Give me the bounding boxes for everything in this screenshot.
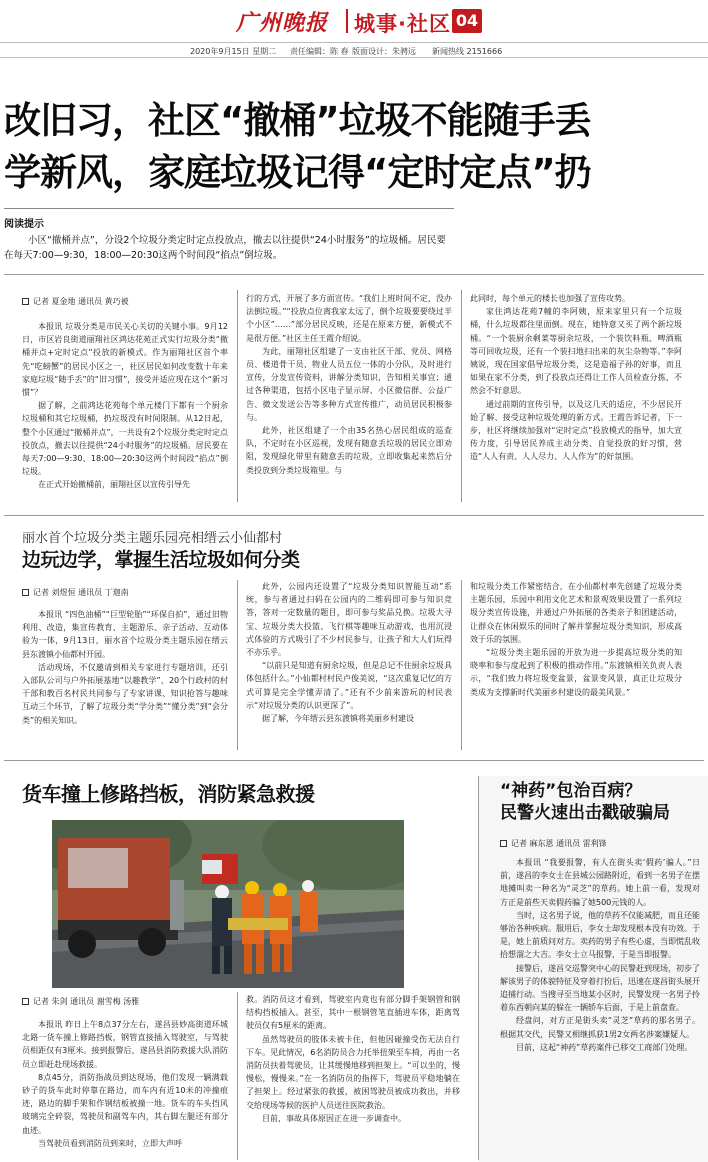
accident-rescue-photo (52, 820, 404, 988)
column-rule (237, 992, 238, 1160)
paragraph: 目前，这起“神药”草药案件已移交工商部门处理。 (516, 1042, 693, 1052)
paragraph: 本报讯 昨日上午8点37分左右，遂昌县妙高街道环城北路一货车撞上修路挡板，钢管直接插入驾驶室，与驾驶员相距仅有3厘米。接到报警后，遂昌县消防救援大队消防员立即赶赴现场救援。 (22, 1020, 228, 1069)
issue-date: 2020年9月15日 星期二 (190, 47, 277, 56)
paragraph: 活动现场，不仅邀请到相关专家进行专题培训，还引入部队公司与户外拓展基地“以趣教学”，20个行政村的村干部和教百名村民共同参与了专家讲课、知识抢答与趣味互动三个环节，了解了垃圾分类“学分类”“懂分类”到“会分类”的相关知识。 (22, 662, 228, 725)
sidebar-rule (478, 776, 479, 1160)
paragraph: 通过前期的宣传引导，以及这几天的适应，不少居民开始了解、接受这种垃圾处理的新方式。王霞告诉记者，下一步，社区将继续加强对“定时定点”投放模式的指导，加大宣传力度，引导居民养成主动分类、自觉投放的好习惯，营造“人人有责、人人尽力、人人作为”的好氛围。 (470, 399, 682, 462)
paragraph: 当时，这名男子说，他的草药不仅能减肥，而且还能够治各种疾病。服用后，李女士却发现根本没有功效。于是，她上前质问对方。卖药的男子有些心虚，当即慌乱收拾想溜之大吉。李女士立马报警，于是当即报警。 (500, 910, 700, 960)
paragraph: 据了解，今年缙云县东渡镇将美丽乡村建设 (262, 714, 414, 724)
column-rule (461, 580, 462, 750)
paragraph: 当驾驶员看到消防员到来时，立即大声呼 (38, 1138, 182, 1148)
paragraph: 目前，事故具体原因正在进一步调查中。 (262, 1113, 406, 1123)
sidebar-title-2: 民警火速出击戳破骗局 (500, 803, 670, 823)
story2-top-rule (4, 515, 704, 516)
paragraph: 本报讯 “我要报警，有人在街头卖‘假药’骗人。”日前，遂昌的李女士在县城公园路附近，看到一名男子在摆地摊叫卖一种名为“灵芝”的草药。她上前一看，发现对方正是前些天卖假药骗了她500元钱的人。 (500, 858, 700, 907)
byline-box-icon (22, 589, 29, 596)
paragraph: 本报讯 垃圾分类是市民关心关切的关键小事。9月12日，市区岩良街道丽翔社区鸿达花苑正式实行垃圾分类“撤桶并点+定时定点”投放的新模式。作为丽翔社区首个率先“吃螃蟹”的居民小区之一，社区居民如何改变数十年来家庭垃圾“随手丢”的“旧习惯”，接受并适应现在这个“新习惯”？ (22, 322, 228, 398)
news-hotline: 新闻热线 2151666 (432, 47, 503, 56)
sidebar-byline-text: 记者 麻东恩 通讯员 雷利锋 (511, 839, 607, 848)
sidebar-body (500, 856, 700, 1160)
paragraph: 行的方式，开展了多方面宣传。“我们上班时间不定，没办法倒垃圾。”“投放点位离我家太远了，倒个垃圾要要绕过半个小区”……”部分居民反映，还是在原来方便，新模式不是很方便。”社区主任王霞介绍说。 (246, 294, 452, 343)
paragraph: 据了解，之前鸿达花苑每个单元楼门下都有一个厨余垃圾桶和其它垃圾桶，扔垃圾没有时间限制。从12日起，整个小区通过“撤桶并点”，一共设有2个垃圾分类定时定点投放点，撤去以往提供“24小时服务”的垃圾桶。居民要在每天7:00—9:30、18:00—20:30这两个时间段“掐点”倒垃圾。 (22, 401, 228, 477)
editor-credit: 责任编辑：陈 春 (290, 47, 349, 56)
guide-rule (4, 208, 454, 209)
byline-box-icon (22, 998, 29, 1005)
story3-column-1 (22, 1018, 228, 1160)
sidebar-byline (500, 838, 607, 849)
paragraph: 和垃圾分类工作紧密结合，在小仙都村率先创建了垃圾分类主题乐园，乐园中利用文化艺术和景观效果设置了一系列垃圾分类宣传设施，并通过户外拓展的各类亲子和团建活动，让群众在休闲娱乐的同时了解并掌握垃圾分类知识，形成高效于乐的氛围。 (470, 582, 682, 644)
dateline (0, 42, 708, 58)
layout-credit: 版面设计：朱骋远 (352, 47, 416, 56)
paragraph: 本报讯 “四色油桶”“巨型轮胎”“环保自拍”，通过旧物利用、改造，集宣传教育、主题游乐、亲子活动、互动体验为一体，9月13日，丽水首个垃圾分类主题乐园在缙云县东渡镇小仙都村开园。 (22, 610, 228, 659)
accident-rescue-image (52, 820, 404, 988)
story3-headline: 货车撞上修路挡板，消防紧急救援 (22, 782, 315, 806)
sidebar-title-1: “神药”包治百病？ (500, 781, 642, 801)
story2-column-3 (470, 580, 682, 750)
byline-box-icon (500, 840, 507, 847)
story3-top-rule (4, 760, 704, 761)
story3-column-2 (246, 993, 460, 1160)
lead-byline (22, 296, 129, 307)
paragraph: “以前只是知道有厨余垃圾，但是总记不住厨余垃圾具体包括什么。”小仙都村村民卢俊美说，“这次重复记忆的方式可算是完全学懂弄清了。”还有不少前来游玩的村民表示“对垃圾分类的认识更深了”。 (246, 661, 452, 710)
column-rule (237, 290, 238, 502)
paragraph: 此外，公园内还设置了“垃圾分类知识智能互动”系统，参与者通过扫码在公园内的二维码即可参与知识竞答，答对一定数量的题目，即可参与奖品兑换。垃圾大寻宝、垃圾分类大投篮、飞行棋等趣味互动游戏，也用沉浸式体验的方式吸引了不少村民参与，让孩子和大人们玩得不亦乐乎。 (246, 582, 452, 658)
section-name: 城事·社区 (354, 12, 451, 36)
paragraph: 经盘问，对方正是街头卖“灵芝”草药的那名男子。根据其交代，民警又相继抓获1男2女两名涉案嫌疑人。 (500, 1016, 700, 1039)
lead-column-1 (22, 320, 228, 500)
lead-column-2 (246, 292, 452, 502)
masthead (0, 0, 708, 44)
paragraph: 虽然驾驶员的肢体未被卡住，但他因碰撞受伤无法自行下车。见此情况，6名消防员合力托举扭架至车椅，再由一名消防员扶着驾驶员，让其缓慢地移到担架上。“可以坐的，慢慢松，慢慢来。”在一名消防员的指挥下，驾驶员平稳地躺在了担架上。经过紧张的救援，被困驾驶员被成功救出，并移交给现场等候的医护人员送往医院救治。 (246, 1034, 460, 1110)
paragraph: 此同时，每个单元的楼长也加强了宣传攻势。 (470, 294, 630, 303)
page-number: 04 (452, 9, 482, 33)
guide-text: 小区“撤桶并点”，分设2个垃圾分类定时定点投放点，撤去以往提供“24小时服务”的垃圾桶。居民要在每天7:00—9:30，18:00—20:30这两个时间段“掐点”倒垃圾。 (4, 235, 446, 261)
lead-column-3 (470, 292, 682, 502)
lead-headline-1: 改旧习，社区“撤桶”垃圾不能随手丢 (4, 99, 591, 142)
lead-top-rule (4, 274, 704, 275)
guide-label: 阅读提示 (4, 219, 44, 230)
paragraph: 在正式开始撤桶前，丽翔社区以宣传引导先 (38, 480, 190, 490)
paragraph: 8点45分，消防指战员到达现场，他们发现一辆满载砂子的货车此时停靠在路边，而车内有近10米的冲撞痕迹，路边的脚手架和作钢结板被撞一地。货车的车头挡风玻璃完全碎裂，驾驶员和副驾车内，其右脚左腿还有部分血迹。 (22, 1072, 228, 1135)
column-rule (461, 290, 462, 502)
story2-kicker: 丽水首个垃圾分类主题乐园亮相缙云小仙都村 (22, 531, 283, 546)
paragraph: 接警后，遂昌交巡警突中心的民警赶到现场，初步了解该男子的体貌特征及穿着打扮后，迅速在遂昌街头展开追捕行动。当搜寻至当地某小区时，民警发现一名男子拎着东西朝向某的躲在一辆轿车后面，于是上前盘查。 (500, 963, 700, 1013)
paragraph: 救。消防员这才看到，驾驶室内竟也有部分脚手架钢管和钢结构挡板插入。甚至，其中一根钢管笔直插进车体，距离驾驶员仅有5厘米的距离。 (246, 995, 460, 1031)
story2-headline: 边玩边学，掌握生活垃圾如何分类 (22, 549, 300, 571)
story3-byline-text: 记者 朱剑 通讯员 谢雪梅 汤雅 (33, 997, 140, 1006)
byline-box-icon (22, 298, 29, 305)
masthead-divider (346, 9, 348, 33)
story2-column-1 (22, 608, 228, 750)
lead-headline-2: 学新风，家庭垃圾记得“定时定点”扔 (4, 151, 591, 194)
story3-byline (22, 996, 139, 1007)
paragraph: 家住鸿达花苑7幢的李阿姨，原来家里只有一个垃圾桶，什么垃圾都往里面倒。现在，她特意又买了两个新垃圾桶。“一个装厨余剩菜等厨余垃圾，一个装饮料瓶、啤酒瓶等可回收垃圾，还有一个装扫地扫出来的灰尘杂物等。”李阿姨说，现在国家倡导垃圾分类，这是造福子孙的好事，而且如果在家不分类，到了投放点还得让工作人员检查分拣，不然会不好意思。 (470, 307, 682, 396)
paragraph: 此外，社区组建了一个由35名热心居民组成的巡查队，不定时在小区巡视，发现有随意丢垃圾的居民立即劝阻，发现绿化带里有随意丢的垃圾，立即收集起来然后分类投放到分类垃圾箱里。与 (246, 426, 452, 475)
paragraph: “垃圾分类主题乐园的开放为进一步提高垃圾分类的知晓率和参与度起到了积极的推动作用。”东渡镇相关负责人表示，“我们致力将垃圾变盆景，盆景变风景，真正让垃圾分类成为支撑新时代美丽乡村建设的最美风景。” (470, 648, 682, 697)
story2-column-2 (246, 580, 452, 750)
paper-name: 广州晚报 (236, 10, 329, 36)
story2-byline-text: 记者 刘煜恒 通讯员 丁迦南 (33, 588, 129, 597)
story2-byline (22, 587, 129, 598)
column-rule (237, 580, 238, 750)
lead-byline-text: 记者 夏金地 通讯员 黄巧被 (33, 297, 129, 306)
paragraph: 为此，丽翔社区组建了一支由社区干部、党员、网格员、楼道骨干员、物业人员五位一体的小分队，及时进行宣传，分发宣传资料，讲解分类知识，告知相关事宜；通过各种渠道，包括小区电子显示屏、小区微信群、公益广告、微文发送公告等多种方式宣传推广，动员居民积极参与。 (246, 346, 452, 422)
